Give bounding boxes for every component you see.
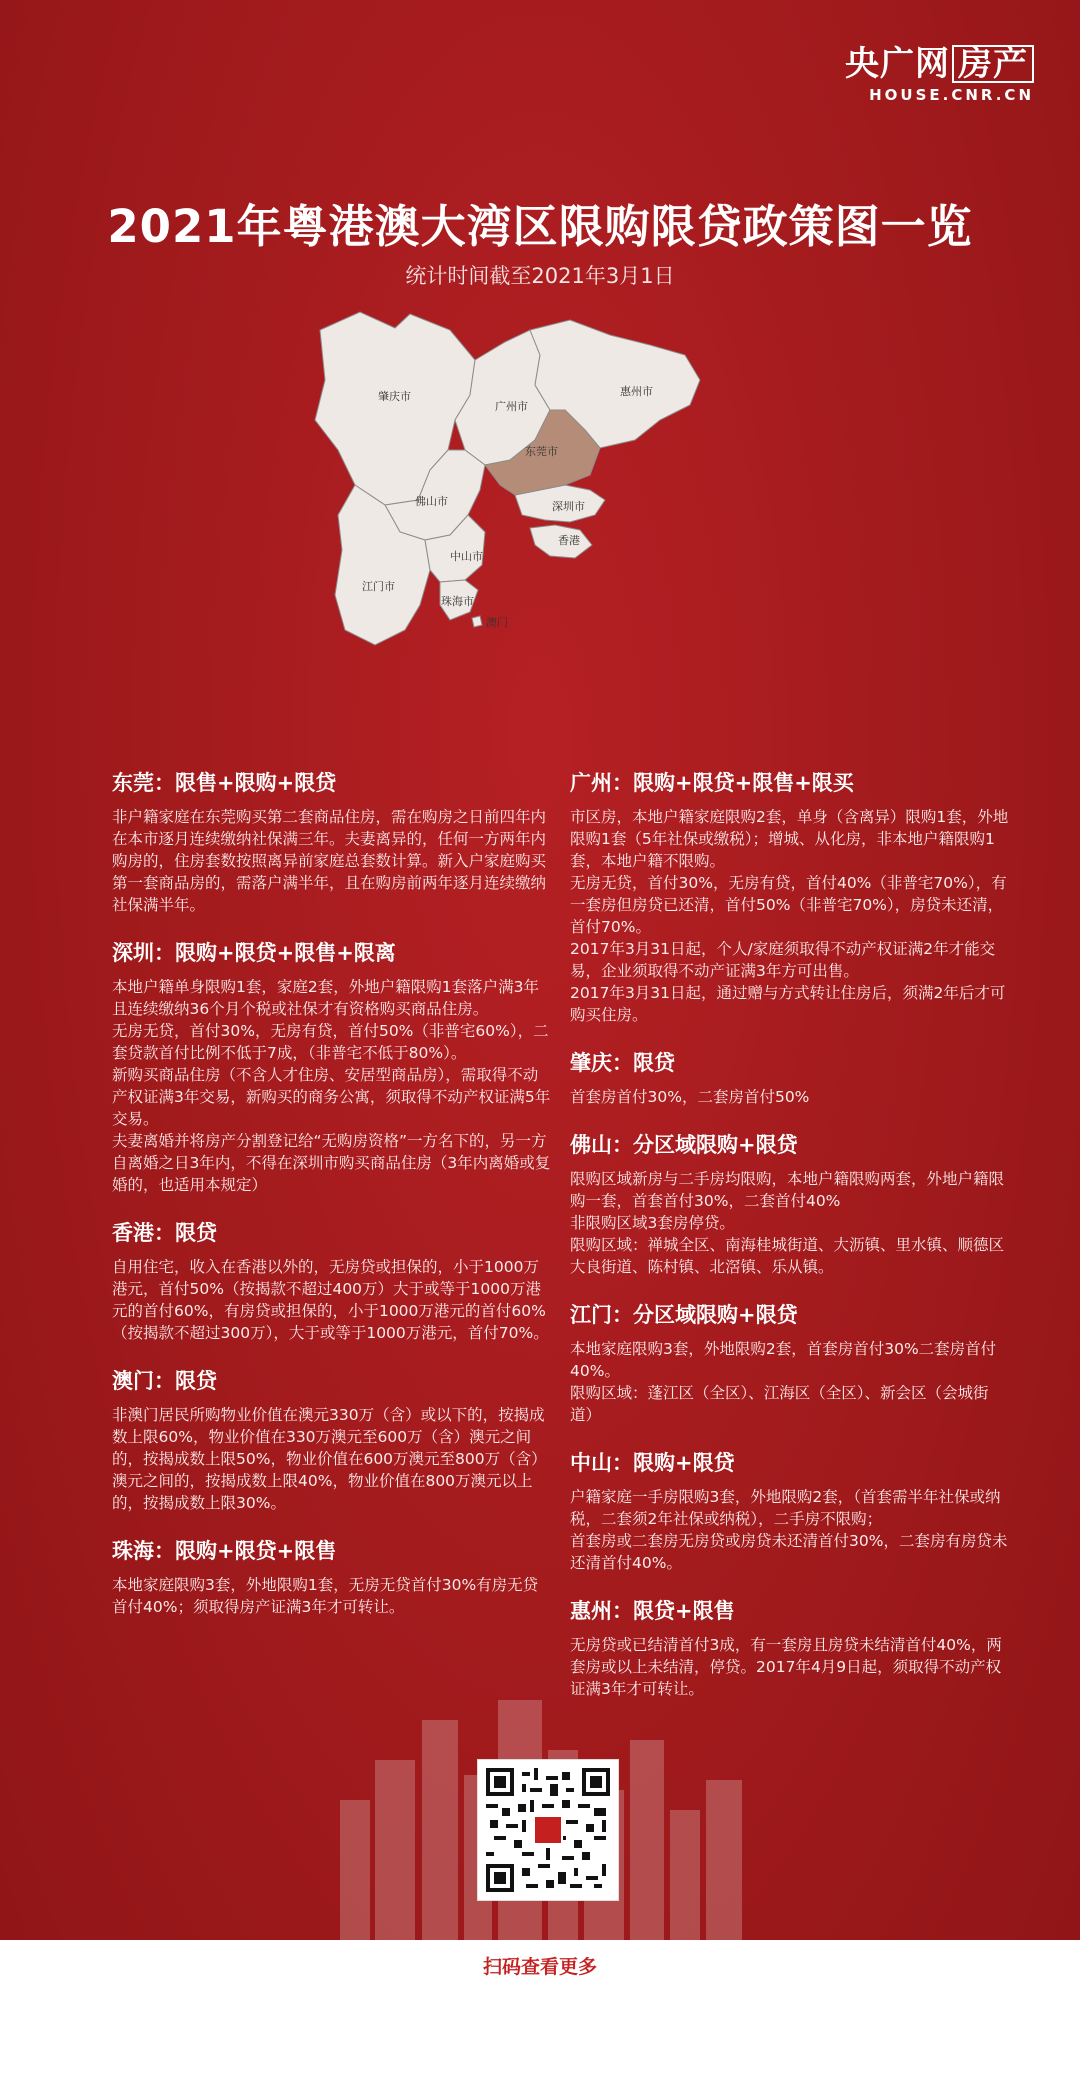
label-zhaoqing: 肇庆市 xyxy=(378,390,411,403)
qr-code-icon xyxy=(486,1768,610,1892)
label-dongguan: 东莞市 xyxy=(525,445,558,458)
policy-paragraph: 非限购区域3套房停贷。 xyxy=(570,1214,735,1232)
policy-paragraph: 新购买商品住房（不含人才住房、安居型商品房），需取得不动产权证满3年交易，新购买的商务公寓，须取得不动产权证满5年交易。 xyxy=(112,1066,551,1128)
policy-paragraph: 2017年3月31日起，个人/家庭须取得不动产权证满2年才能交易，企业须取得不动产证满3年方可出售。 xyxy=(570,940,996,980)
policy-body xyxy=(112,1574,552,1618)
policy-heading: 深圳：限购+限贷+限售+限离 xyxy=(112,941,396,965)
policy-heading: 中山：限购+限贷 xyxy=(570,1451,735,1475)
map-svg xyxy=(300,300,860,720)
page-subtitle: 统计时间截至2021年3月1日 xyxy=(405,264,675,288)
policy-body xyxy=(112,1404,552,1514)
policy-hongkong xyxy=(112,1218,552,1344)
policy-paragraph: 户籍家庭一手房限购3套，外地限购2套，（首套需半年社保或纳税，二套须2年社保或纳税），二手房不限购； xyxy=(570,1488,1001,1528)
policy-paragraph: 首套房或二套房无房贷或房贷未还清首付30%，二套房有房贷未还清首付40%。 xyxy=(570,1532,1008,1572)
policy-paragraph: 限购区域新房与二手房均限购，本地户籍限购两套，外地户籍限购一套，首套首付30%，二套首付40% xyxy=(570,1170,1005,1210)
policy-zhuhai xyxy=(112,1536,552,1618)
policy-paragraph: 首套房首付30%，二套房首付50% xyxy=(570,1088,810,1106)
page-title: 2021年粤港澳大湾区限购限贷政策图一览 xyxy=(107,200,973,253)
region-macau xyxy=(472,616,482,627)
policy-foshan xyxy=(570,1130,1010,1278)
policy-macau xyxy=(112,1366,552,1514)
policy-heading: 珠海：限购+限贷+限售 xyxy=(112,1539,337,1563)
policy-paragraph: 夫妻离婚并将房产分割登记给“无购房资格”一方名下的，另一方自离婚之日3年内，不得在深圳市购买商品住房（3年内离婚或复婚的，也适用本规定） xyxy=(112,1132,551,1194)
policy-heading: 肇庆：限贷 xyxy=(570,1051,675,1075)
policy-shenzhen xyxy=(112,938,552,1196)
label-foshan: 佛山市 xyxy=(415,495,448,508)
label-huizhou: 惠州市 xyxy=(620,385,653,398)
logo-boxed-text: 房产 xyxy=(952,45,1034,83)
qr-code[interactable] xyxy=(478,1760,618,1900)
logo-text: 央广网 xyxy=(845,44,950,84)
policy-jiangmen xyxy=(570,1300,1010,1426)
label-zhongshan: 中山市 xyxy=(450,550,483,563)
policy-paragraph: 无房无贷，首付30%，无房有贷，首付40%（非普宅70%），有一套房但房贷已还清，首付50%（非普宅70%），房贷未还清，首付70%。 xyxy=(570,874,1007,936)
greater-bay-area-map xyxy=(300,300,860,720)
policy-heading: 惠州：限贷+限售 xyxy=(570,1599,735,1623)
policy-body xyxy=(570,1486,1010,1574)
policy-zhongshan xyxy=(570,1448,1010,1574)
policy-heading: 佛山：分区域限购+限贷 xyxy=(570,1133,798,1157)
logo-main xyxy=(834,44,1034,84)
policy-paragraph: 2017年3月31日起，通过赠与方式转让住房后，须满2年后才可购买住房。 xyxy=(570,984,1006,1024)
policy-heading: 澳门：限贷 xyxy=(112,1369,217,1393)
policy-paragraph: 自用住宅，收入在香港以外的，无房贷或担保的，小于1000万港元，首付50%（按揭款不超过400万）大于或等于1000万港元的首付60%，有房贷或担保的，小于1000万港元的首付60%（按揭款不超过300万），大于或等于1000万港元，首付70%。 xyxy=(112,1258,549,1342)
scan-for-more-text: 扫码查看更多 xyxy=(482,1956,597,1978)
policy-body xyxy=(112,806,552,916)
policy-zhaoqing xyxy=(570,1048,1010,1108)
label-hongkong: 香港 xyxy=(558,534,580,547)
policy-body xyxy=(112,976,552,1196)
label-jiangmen: 江门市 xyxy=(362,580,395,593)
policy-heading: 广州：限购+限贷+限售+限买 xyxy=(570,771,854,795)
policy-paragraph: 市区房，本地户籍家庭限购2套，单身（含离异）限购1套，外地限购1套（5年社保或缴税）；增城、从化房，非本地户籍限购1套，本地户籍不限购。 xyxy=(570,808,1009,870)
policy-body xyxy=(570,1168,1010,1278)
label-shenzhen: 深圳市 xyxy=(552,500,585,513)
logo-url: HOUSE.CNR.CN xyxy=(869,86,1034,104)
policy-heading: 香港：限贷 xyxy=(112,1221,217,1245)
policy-guangzhou xyxy=(570,768,1010,1026)
label-macau: 澳门 xyxy=(486,616,508,629)
policy-body xyxy=(112,1256,552,1344)
policy-paragraph: 本地家庭限购3套，外地限购2套，首套房首付30%二套房首付40%。 xyxy=(570,1340,997,1380)
policy-body xyxy=(570,1086,1010,1108)
label-zhuhai: 珠海市 xyxy=(441,595,474,608)
policy-paragraph: 非户籍家庭在东莞购买第二套商品住房，需在购房之日前四年内在本市逐月连续缴纳社保满三年。夫妻离异的，任何一方两年内购房的，住房套数按照离异前家庭总套数计算。新入户家庭购买第一套商品房的，需落户满半年，且在购房前两年逐月连续缴纳社保满半年。 xyxy=(112,808,547,914)
policy-heading: 江门：分区域限购+限贷 xyxy=(570,1303,798,1327)
policy-paragraph: 无房贷或已结清首付3成，有一套房且房贷未结清首付40%，两套房或以上未结清，停贷。2017年4月9日起，须取得不动产权证满3年才可转让。 xyxy=(570,1636,1002,1698)
right-policy-column xyxy=(570,768,1010,1722)
policy-paragraph: 无房无贷，首付30%，无房有贷，首付50%（非普宅60%），二套贷款首付比例不低于7成，（非普宅不低于80%）。 xyxy=(112,1022,549,1062)
policy-paragraph: 限购区域：禅城全区、南海桂城街道、大沥镇、里水镇、顺德区大良街道、陈村镇、北滘镇、乐从镇。 xyxy=(570,1236,1005,1276)
policy-heading: 东莞：限售+限购+限贷 xyxy=(112,771,337,795)
policy-paragraph: 本地户籍单身限购1套，家庭2套，外地户籍限购1套落户满3年且连续缴纳36个月个税或社保才有资格购买商品住房。 xyxy=(112,978,539,1018)
policy-paragraph: 非澳门居民所购物业价值在澳元330万（含）或以下的，按揭成数上限60%，物业价值在330万澳元至600万（含）澳元之间的，按揭成数上限50%，物业价值在600万澳元至800万（含）澳元之间的，按揭成数上限40%，物业价值在800万澳元以上的，按揭成数上限30%。 xyxy=(112,1406,547,1512)
policy-dongguan xyxy=(112,768,552,916)
left-policy-column xyxy=(112,768,552,1640)
policy-body xyxy=(570,806,1010,1026)
cnr-house-logo[interactable] xyxy=(834,44,1034,104)
policy-body xyxy=(570,1338,1010,1426)
policy-paragraph: 本地家庭限购3套，外地限购1套，无房无贷首付30%有房无贷首付40%；须取得房产证满3年才可转让。 xyxy=(112,1576,539,1616)
policy-paragraph: 限购区域：蓬江区（全区）、江海区（全区）、新会区（会城街道） xyxy=(570,1384,989,1424)
label-guangzhou: 广州市 xyxy=(495,400,528,413)
